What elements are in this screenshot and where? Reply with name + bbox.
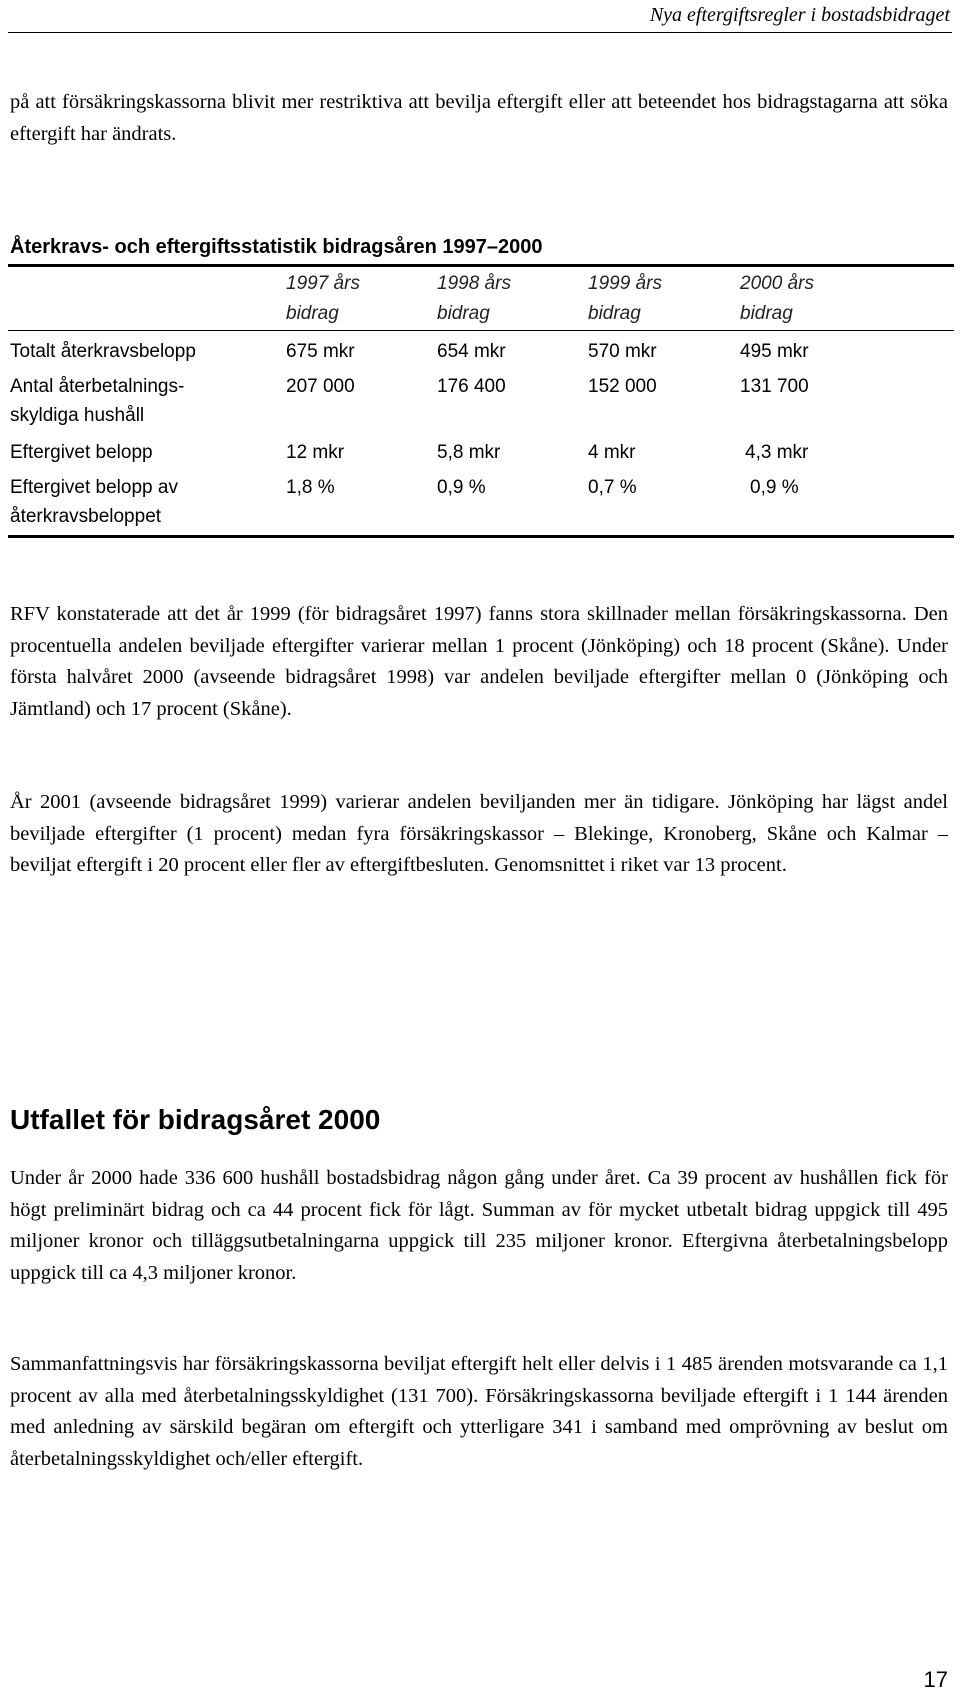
column-header-line: 1999 års <box>588 273 662 294</box>
column-header-line: bidrag <box>740 303 793 324</box>
table-cell: 152 000 <box>588 376 657 397</box>
table-cell: 131 700 <box>740 376 809 397</box>
year-2001-paragraph: År 2001 (avseende bidragsåret 1999) varierar andelen beviljanden mer än tidigare. Jönköping har lägst andel beviljade eftergifter (1 procent) medan fyra försäkringskassor – Blekinge, Kronoberg, Skåne och Kalmar – beviljat eftergift i 20 procent eller fler av eftergiftbesluten. Genomsnittet i riket var 13 procent. <box>10 791 948 876</box>
table-cell: 495 mkr <box>740 341 809 362</box>
row-label-line: återkravsbeloppet <box>10 506 162 527</box>
row-label-line: Antal återbetalnings- <box>10 376 185 397</box>
table-cell: 4 mkr <box>588 442 636 463</box>
table-cell: 0,7 % <box>588 477 637 498</box>
table-cell: 0,9 % <box>750 477 799 498</box>
table-cell: 570 mkr <box>588 341 657 362</box>
row-label-line: Eftergivet belopp av <box>10 477 178 498</box>
table-cell: 654 mkr <box>437 341 506 362</box>
table-header-rule <box>8 330 954 331</box>
table-cell: 675 mkr <box>286 341 355 362</box>
running-header: Nya eftergiftsregler i bostadsbidraget <box>649 4 950 26</box>
table-cell: 1,8 % <box>286 477 335 498</box>
table-cell: 207 000 <box>286 376 355 397</box>
row-label <box>10 438 153 467</box>
table-bottom-rule <box>8 535 954 538</box>
column-header-line: 1997 års <box>286 273 360 294</box>
intro-paragraph: på att försäkringskassorna blivit mer restriktiva att bevilja eftergift eller att beteendet hos bidragstagarna att söka eftergift har ändrats. <box>10 91 948 145</box>
column-header-line: bidrag <box>437 303 490 324</box>
section-heading: Utfallet för bidragsåret 2000 <box>10 1104 381 1135</box>
row-label <box>10 337 196 366</box>
column-header-1998 <box>437 269 511 329</box>
rfv-paragraph: RFV konstaterade att det år 1999 (för bidragsåret 1997) fanns stora skillnader mellan försäkringskassorna. Den procentuella andelen beviljade eftergifter varierar mellan 1 procent (Jönköping) och 18 procent (Skåne). Under första halvåret 2000 (avseende bidragsåret 1998) var andelen beviljade eftergifter mellan 0 (Jönköping och Jämtland) och 17 procent (Skåne). <box>10 603 948 720</box>
table-top-rule <box>8 264 954 267</box>
table-title: Återkravs- och eftergiftsstatistik bidragsåren 1997–2000 <box>10 236 543 258</box>
summary-paragraph: Sammanfattningsvis har försäkringskassorna beviljat eftergift helt eller delvis i 1 485 ärenden motsvarande ca 1,1 procent av alla med återbetalningsskyldighet (131 700). Försäkringskassorna beviljade eftergift i 1 144 ärenden med anledning av särskild begäran om eftergift och ytterligare 341 i samband med omprövning av beslut om återbetalningsskyldighet och/eller eftergift. <box>10 1353 948 1470</box>
table-cell: 5,8 mkr <box>437 442 501 463</box>
row-label <box>10 372 184 430</box>
page-number: 17 <box>923 1667 948 1692</box>
row-label-line: skyldiga hushåll <box>10 405 145 426</box>
column-header-line: bidrag <box>286 303 339 324</box>
table-cell: 12 mkr <box>286 442 345 463</box>
outcome-paragraph: Under år 2000 hade 336 600 hushåll bostadsbidrag någon gång under året. Ca 39 procent av hushållen fick för högt preliminärt bidrag och ca 44 procent fick för lågt. Summan av för mycket utbetalt bidrag uppgick till 495 miljoner kronor och tilläggsutbetalningarna uppgick till 235 miljoner kronor. Eftergivna återbetalningsbelopp uppgick till ca 4,3 miljoner kronor. <box>10 1167 948 1284</box>
row-label-line: Totalt återkravsbelopp <box>10 341 196 362</box>
column-header-line: bidrag <box>588 303 641 324</box>
table-cell: 176 400 <box>437 376 506 397</box>
column-header-1997 <box>286 269 360 329</box>
header-rule <box>8 32 952 33</box>
column-header-line: 1998 års <box>437 273 511 294</box>
row-label-line: Eftergivet belopp <box>10 442 153 463</box>
column-header-2000 <box>740 269 814 329</box>
table-cell: 4,3 mkr <box>745 442 809 463</box>
column-header-1999 <box>588 269 662 329</box>
column-header-line: 2000 års <box>740 273 814 294</box>
row-label <box>10 473 178 531</box>
table-cell: 0,9 % <box>437 477 486 498</box>
